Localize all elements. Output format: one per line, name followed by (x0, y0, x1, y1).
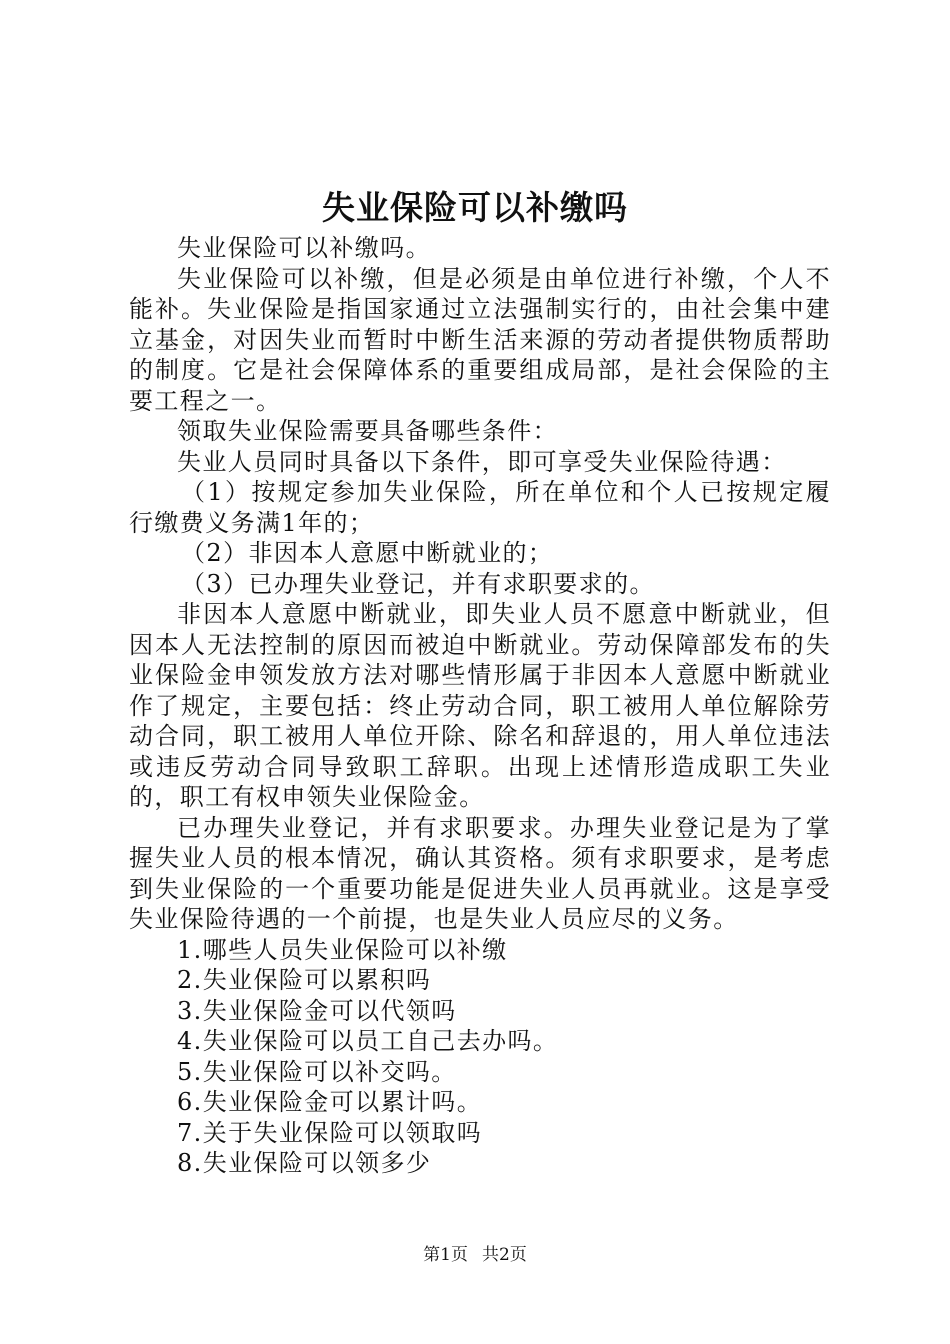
condition-item: （1）按规定参加失业保险，所在单位和个人已按规定履行缴费义务满1年的； (129, 478, 831, 537)
document-body (129, 233, 831, 1179)
condition-item: （2）非因本人意愿中断就业的； (181, 539, 554, 567)
list-item: 5.失业保险可以补交吗。 (177, 1057, 457, 1086)
list-item: 3.失业保险金可以代领吗 (177, 996, 457, 1025)
paragraph: 失业人员同时具备以下条件，即可享受失业保险待遇： (177, 447, 787, 476)
list-item: 7.关于失业保险可以领取吗 (177, 1118, 483, 1147)
page-footer (0, 1243, 950, 1267)
list-item: 1.哪些人员失业保险可以补缴 (177, 935, 508, 964)
paragraph: 领取失业保险需要具备哪些条件： (177, 417, 558, 445)
list-item: 6.失业保险金可以累计吗。 (177, 1088, 483, 1116)
page-number: 第1页 (423, 1245, 468, 1265)
condition-item: （3）已办理失业登记，并有求职要求的。 (181, 569, 655, 598)
paragraph: 失业保险可以补缴吗。 (177, 234, 431, 262)
paragraph: 已办理失业登记，并有求职要求。办理失业登记是为了掌握失业人员的根本情况，确认其资格。须有求职要求，是考虑到失业保险的一个重要功能是促进失业人员再就业。这是享受失业保险待遇的一个前提，也是失业人员应尽的义务。 (129, 813, 831, 933)
page-total: 共2页 (482, 1245, 527, 1265)
list-item: 4.失业保险可以员工自己去办吗。 (177, 1027, 559, 1055)
list-item: 2.失业保险可以累积吗 (177, 966, 432, 994)
list-item: 8.失业保险可以领多少 (177, 1149, 432, 1177)
paragraph: 非因本人意愿中断就业，即失业人员不愿意中断就业，但因本人无法控制的原因而被迫中断就业。劳动保障部发布的失业保险金申领发放方法对哪些情形属于非因本人意愿中断就业作了规定，主要包括：终止劳动合同，职工被用人单位解除劳动合同，职工被用人单位开除、除名和辞退的，用人单位违法或违反劳动合同导致职工辞职。出现上述情形造成职工失业的，职工有权申领失业保险金。 (129, 600, 831, 811)
document-title: 失业保险可以补缴吗 (322, 188, 628, 227)
paragraph: 失业保险可以补缴，但是必须是由单位进行补缴，个人不能补。失业保险是指国家通过立法强制实行的，由社会集中建立基金，对因失业而暂时中断生活来源的劳动者提供物质帮助的制度。它是社会保障体系的重要组成局部，是社会保险的主要工程之一。 (129, 264, 831, 415)
